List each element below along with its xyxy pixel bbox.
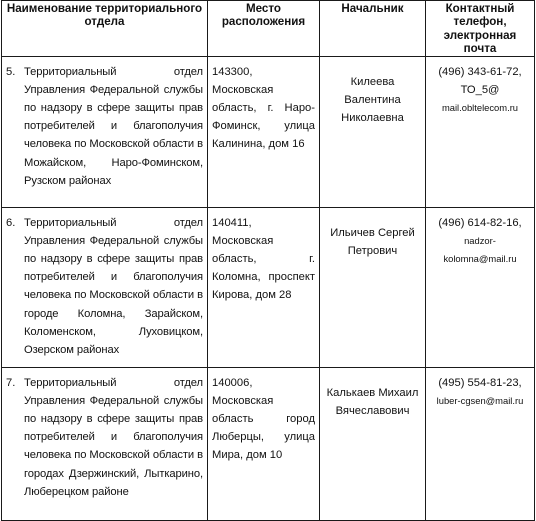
row-number: 6.: [6, 216, 16, 229]
org-cell: [2, 207, 208, 367]
location: 143300, Московская область, г. Наро-Фоминск, улица Калинина, дом 16: [208, 56, 320, 207]
table-row: [2, 207, 535, 367]
org-cell: [2, 367, 208, 520]
header-org-name: Наименование территориального отдела: [2, 1, 208, 57]
row-number: 7.: [6, 376, 16, 389]
contact-cell: [426, 367, 535, 520]
table-row: [2, 56, 535, 207]
phone: (496) 343-61-72, ТО_5@: [438, 65, 522, 96]
table-row: [2, 367, 535, 520]
email: mail.obltelecom.ru: [441, 102, 519, 114]
header-head: Начальник: [320, 1, 426, 57]
org-name: Территориальный отдел Управления Федеральной службы по надзору в сфере защиты прав потребителей и благополучия человека по Московской области в городах Дзержинский, Лыткарино, Люберецком районе: [24, 376, 203, 498]
head-name: Ильичев Сергей Петрович: [320, 207, 426, 367]
header-location: Место расположения: [208, 1, 320, 57]
contact-cell: [426, 207, 535, 367]
head-name: Килеева Валентина Николаевна: [320, 56, 426, 207]
table-header-row: [2, 1, 535, 57]
header-contact: Контактный телефон, электронная почта: [426, 1, 535, 57]
row-number: 5.: [6, 65, 16, 78]
org-cell: [2, 56, 208, 207]
head-name: Калькаев Михаил Вячеславович: [320, 367, 426, 520]
phone: (496) 614-82-16,: [438, 216, 522, 229]
contact-cell: [426, 56, 535, 207]
location: 140411, Московская область, г. Коломна, проспект Кирова, дом 28: [208, 207, 320, 367]
email: luber-cgsen@mail.ru: [436, 394, 524, 406]
territorial-departments-table: [1, 0, 535, 521]
org-name: Территориальный отдел Управления Федеральной службы по надзору в сфере защиты прав потребителей и благополучия человека по Московской области в городе Коломна, Зарайском, Коломенском, Луховицком, Озерском районах: [24, 216, 203, 357]
phone: (495) 554-81-23,: [438, 376, 522, 389]
location: 140006, Московская область город Люберцы, улица Мира, дом 10: [208, 367, 320, 520]
email: nadzor-kolomna@mail.ru: [443, 234, 517, 265]
org-name: Территориальный отдел Управления Федеральной службы по надзору в сфере защиты прав потребителей и благополучия человека по Московской области в Можайском, Наро-Фоминском, Рузском районах: [24, 65, 203, 187]
